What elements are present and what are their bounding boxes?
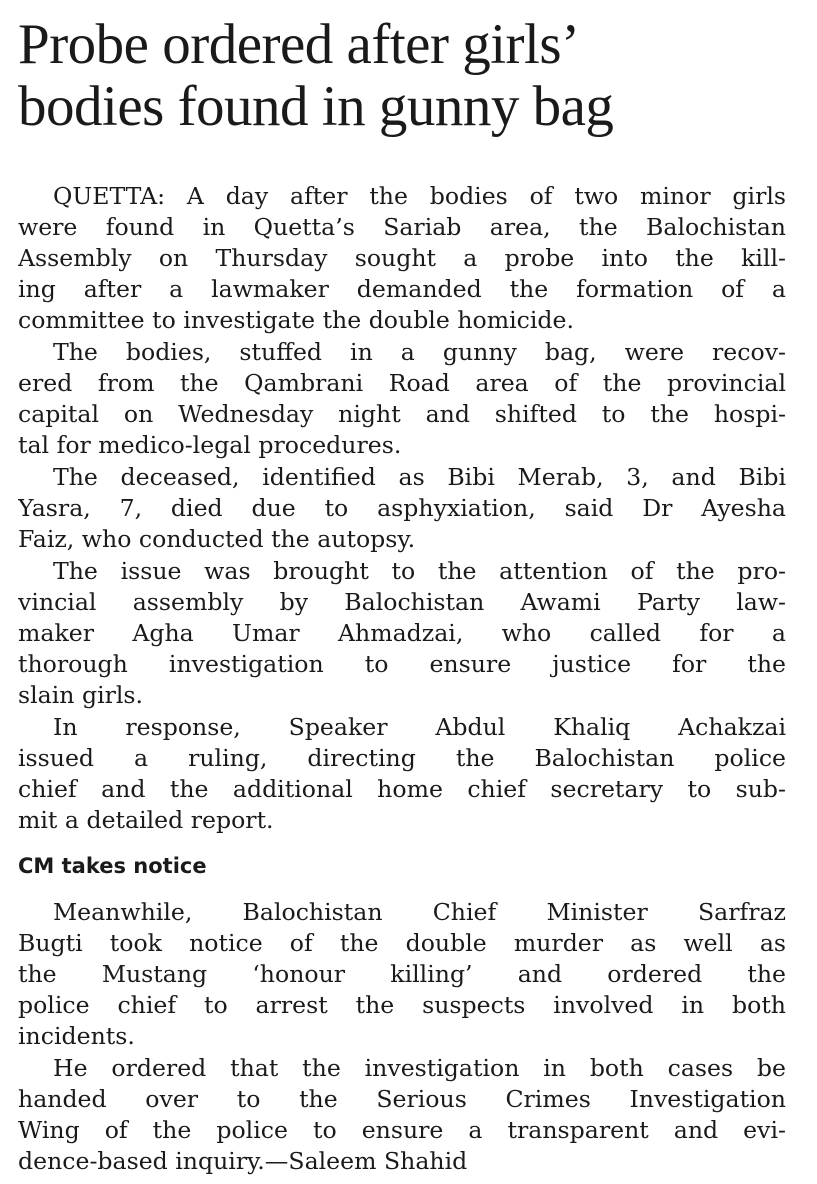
body-line: The issue was brought to the attention of the pro- — [53, 557, 786, 585]
body-line: handed over to the Serious Crimes Investigation — [18, 1085, 786, 1113]
body-line: Assembly on Thursday sought a probe into the kill- — [18, 244, 786, 272]
body-line: capital on Wednesday night and shifted to the hospi- — [18, 400, 786, 428]
subheading: CM takes notice — [18, 854, 207, 878]
headline-line-2: bodies found in gunny bag — [18, 75, 614, 138]
body-line: In response, Speaker Abdul Khaliq Achakzai — [53, 713, 786, 741]
body-line: QUETTA: A day after the bodies of two minor girls — [53, 182, 786, 210]
body-line: ered from the Qambrani Road area of the provincial — [18, 369, 786, 397]
body-line: maker Agha Umar Ahmadzai, who called for a — [18, 619, 786, 647]
body-line: The bodies, stuffed in a gunny bag, were recov- — [53, 338, 786, 366]
body-line: police chief to arrest the suspects involved in both — [18, 991, 786, 1019]
body-line: Bugti took notice of the double murder as well as — [18, 929, 786, 957]
byline-line: dence-based inquiry.—Saleem Shahid — [18, 1147, 468, 1175]
body-line: Yasra, 7, died due to asphyxiation, said Dr Ayesha — [18, 494, 786, 522]
body-line: tal for medico-legal procedures. — [18, 431, 402, 459]
headline-line-1: Probe ordered after girls’ — [18, 13, 580, 76]
body-line: slain girls. — [18, 681, 144, 709]
body-line: incidents. — [18, 1022, 135, 1050]
body-line: Faiz, who conducted the autopsy. — [18, 525, 416, 553]
body-line: vincial assembly by Balochistan Awami Party law- — [18, 588, 786, 616]
body-line: Meanwhile, Balochistan Chief Minister Sarfraz — [53, 898, 786, 926]
body-line: thorough investigation to ensure justice for the — [18, 650, 786, 678]
body-line: mit a detailed report. — [18, 806, 274, 834]
body-line: chief and the additional home chief secretary to sub- — [18, 775, 786, 803]
headline — [18, 14, 808, 138]
body-line: the Mustang ‘honour killing’ and ordered the — [18, 960, 786, 988]
body-line: were found in Quetta’s Sariab area, the Balochistan — [18, 213, 786, 241]
body-line: ing after a lawmaker demanded the formation of a — [18, 275, 786, 303]
body-line: He ordered that the investigation in both cases be — [53, 1054, 786, 1082]
body-line: Wing of the police to ensure a transparent and evi- — [18, 1116, 786, 1144]
body-line: committee to investigate the double homicide. — [18, 306, 574, 334]
body-line: issued a ruling, directing the Balochistan police — [18, 744, 786, 772]
body-line: The deceased, identified as Bibi Merab, 3, and Bibi — [53, 463, 786, 491]
